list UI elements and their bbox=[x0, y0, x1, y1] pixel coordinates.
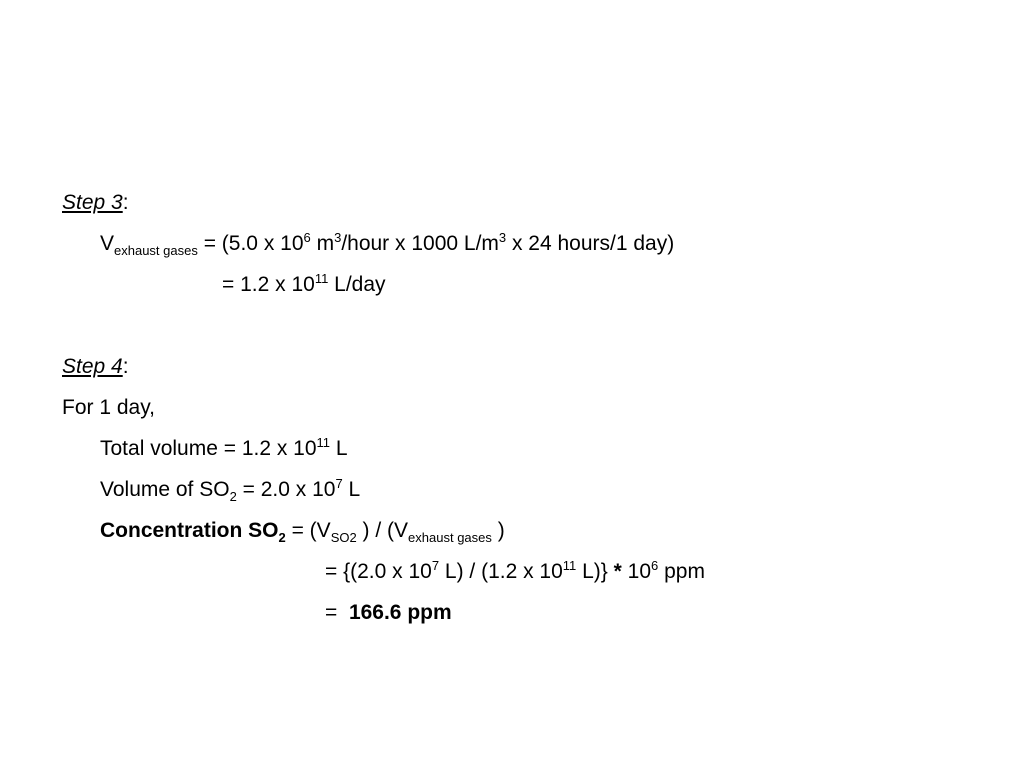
exponent: 6 bbox=[651, 558, 659, 573]
exponent: 11 bbox=[314, 271, 329, 286]
subscript: 2 bbox=[278, 530, 286, 545]
concentration-line bbox=[100, 519, 505, 545]
exponent: 3 bbox=[334, 230, 342, 245]
total-volume-line bbox=[100, 435, 348, 460]
v-subscript: exhaust gases bbox=[114, 243, 198, 258]
eq-text: ppm bbox=[658, 560, 705, 583]
concentration-result-line bbox=[325, 602, 452, 623]
step3-equation bbox=[100, 230, 675, 258]
eq-text: L)} bbox=[576, 560, 614, 583]
step4-colon: : bbox=[122, 355, 129, 378]
subscript: SO2 bbox=[330, 530, 357, 545]
v-symbol: V bbox=[100, 232, 115, 255]
final-result: 166.6 ppm bbox=[348, 601, 452, 624]
eq-text: 10 bbox=[621, 560, 652, 583]
exponent: 7 bbox=[431, 558, 440, 573]
eq-text: = (V bbox=[285, 519, 331, 542]
eq-text: x 24 hours/1 day) bbox=[506, 232, 675, 255]
exponent: 7 bbox=[335, 476, 343, 491]
step3-colon: : bbox=[122, 191, 129, 214]
eq-text: = 2.0 x 10 bbox=[236, 478, 336, 501]
eq-text: Total volume = 1.2 x 10 bbox=[100, 437, 317, 460]
exponent: 11 bbox=[316, 435, 331, 450]
for-one-day: For 1 day, bbox=[62, 396, 155, 419]
eq-text: ) bbox=[491, 519, 505, 542]
exponent: 11 bbox=[562, 558, 577, 573]
subscript: 2 bbox=[229, 489, 237, 504]
eq-text: L/day bbox=[328, 273, 386, 296]
exponent: 3 bbox=[498, 230, 507, 245]
eq-text: L) / (1.2 x 10 bbox=[439, 560, 563, 583]
eq-text: = 1.2 x 10 bbox=[222, 273, 315, 296]
concentration-label-text: Concentration SO bbox=[100, 519, 279, 542]
step3-title: Step 3 bbox=[62, 191, 123, 214]
exponent: 6 bbox=[303, 230, 311, 245]
volume-so2-line bbox=[100, 476, 361, 504]
eq-text: = bbox=[325, 601, 349, 624]
eq-text: = {(2.0 x 10 bbox=[325, 560, 432, 583]
eq-text: /hour x 1000 L/m bbox=[341, 232, 499, 255]
concentration-label bbox=[100, 519, 286, 545]
concentration-calc-line bbox=[325, 558, 705, 583]
eq-text: m bbox=[310, 232, 335, 255]
step4-title: Step 4 bbox=[62, 355, 123, 378]
step3-heading bbox=[62, 192, 129, 213]
multiply-symbol: * bbox=[613, 560, 622, 583]
step4-heading bbox=[62, 356, 129, 377]
eq-text: Volume of SO bbox=[100, 478, 230, 501]
eq-text: L bbox=[342, 478, 361, 501]
eq-text: = (5.0 x 10 bbox=[197, 232, 304, 255]
eq-text: L bbox=[330, 437, 348, 460]
step3-result bbox=[222, 271, 386, 296]
eq-text: ) / (V bbox=[356, 519, 409, 542]
subscript: exhaust gases bbox=[408, 530, 492, 545]
